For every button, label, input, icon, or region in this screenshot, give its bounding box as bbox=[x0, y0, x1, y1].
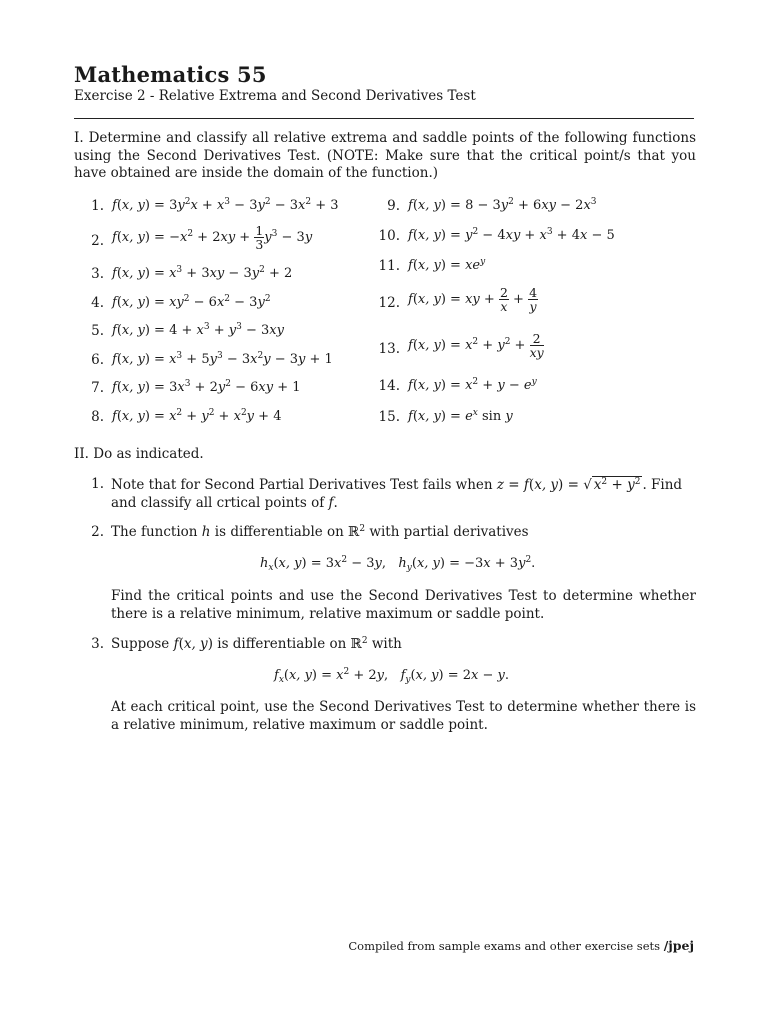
question-number: 3. bbox=[91, 636, 104, 652]
item-expression: f(x, $y) = -x^2 + 2xy$ + $\frac{1}{3}$ $y^3 - 3y$ bbox=[112, 223, 313, 252]
question-1-text: Note that for Second Partial Derivatives Test fails when z = f(x, y) = √ $x^2 + y^2$ . Find and classify all crtical points of f. bbox=[111, 477, 683, 511]
footer-text: Compiled from sample exams and other exercise sets bbox=[348, 939, 661, 953]
page-subtitle: Exercise 2 - Relative Extrema and Second Derivatives Test bbox=[74, 88, 476, 104]
footer-note bbox=[348, 938, 694, 953]
question-3-text: Suppose f(x, y) is differentiable on ℝ$^2$ with bbox=[111, 636, 402, 652]
item-expression: f(x, $y) = 4 + x^3 + y^3 - 3xy$ bbox=[112, 322, 284, 338]
question-number: 2. bbox=[91, 524, 104, 540]
document-page: Mathematics 55 Exercise 2 - Relative Extrema and Second Derivatives Test I. Determine and classify all relative extrema and saddle points of the following functions using the Second Derivatives Test. (NOTE: Make sure that the critical point/s that you have obtained are inside the domain of the function.) 1. f(x, $y) = 3y^2x + x^3 - 3y^2 - 3x^2 + 3$ 2. f(x, $y) = -x^2 + 2xy$ + $\frac{1}{3}$ $y^3 - 3y$ 3. f(x, $y) = x^3 + 3xy - 3y^2 + 2$ 4. f(x, $y) = xy^2 - 6x^2 - 3y^2$ 5. f(x, $y) = 4 + x^3 + y^3 - 3xy$ 6. f(x, $y) = x^3 + 5y^3 - 3x^2y - 3y + 1$ 7. f(x, $y) = 3x^3 + 2y^2 - 6xy + 1$ 8. f(x, $y) = x^2 + y^2 + x^2y + 4$ 9. f(x, $y) = 8 - 3y^2 + 6xy - 2x^3$ 10. f(x, $y) = y^2 - 4xy + x^3 + 4x - 5$ 11. f(x, $y) = xe^y$ 12. f(x, y) = xy + $\frac{2}{x}$ + $\frac{4}{y}$ 13. f(x, $y) = x^2 + y^2$ + $\frac{2}{xy}$ 14. f(x, $y) = x^2 + y - e^y$ 15. f(x, $y) = e^x$ sin y II. Do as indicated. 1. Note that for Second Partial Derivatives Test fails when z = f(x, y) = √ $x^2 + y^2$ . Find and classify all crtical points of f. 2. The function h is differentiable on ℝ$^2$ with partial derivatives $h_x(x$, $y) = 3x^2 - 3y$, $h_y(x$, $y) = -3x + 3y^2$. Find the critical points and use the Second Derivatives Test to determine whether there is a relative minimum, relative maximum or saddle point. 3. Suppose f(x, y) is differentiable on ℝ$^2$ with $f_x(x$, $y) = x^2 + 2y$, $f_y(x$, y) = 2x − y. At each critical point, use the Second Derivatives Test to determine whether there is a relative minimum, relative maximum or saddle point. Compiled from sample exams and other exercise sets /jpej bbox=[74, 62, 696, 953]
footer-signature: /jpej bbox=[663, 938, 694, 953]
item-expression: f(x, $y) = 3x^3 + 2y^2 - 6xy + 1$ bbox=[112, 379, 301, 395]
item-expression: f(x, $y) = x^3 + 3xy - 3y^2 + 2$ bbox=[112, 265, 293, 281]
item-expression: f(x, $y) = x^2 + y^2$ + $\frac{2}{xy}$ bbox=[408, 331, 544, 360]
item-expression: f(x, y) = xy + $\frac{2}{x}$ + $\frac{4}{y}$ bbox=[408, 285, 538, 314]
item-expression: f(x, $y) = y^2 - 4xy + x^3 + 4x - 5$ bbox=[408, 227, 615, 243]
question-2-followup: Find the critical points and use the Second Derivatives Test to determine whether there is a relative minimum, relative maximum or saddle point. bbox=[111, 588, 696, 622]
part1-instructions: I. Determine and classify all relative extrema and saddle points of the following functions using the Second Derivatives Test. (NOTE: Make sure that the critical point/s that you have obtained are inside the domain of the function.) bbox=[74, 130, 696, 181]
header-divider bbox=[74, 118, 694, 119]
item-expression: f(x, $y) = xe^y$ bbox=[408, 257, 486, 273]
item-expression: f(x, $y) = xy^2 - 6x^2 - 3y^2$ bbox=[112, 294, 271, 310]
item-expression: f(x, $y) = x^2 + y^2 + x^2y + 4$ bbox=[112, 408, 282, 424]
item-expression: f(x, $y) = 3y^2x + x^3 - 3y^2 - 3x^2 + 3$ bbox=[112, 197, 339, 213]
page-title: Mathematics 55 bbox=[74, 62, 267, 87]
item-expression: f(x, $y) = x^3 + 5y^3 - 3x^2y - 3y + 1$ bbox=[112, 351, 333, 367]
part2-heading: II. Do as indicated. bbox=[74, 446, 204, 462]
question-3-followup: At each critical point, use the Second Derivatives Test to determine whether there is a relative minimum, relative maximum or saddle point. bbox=[111, 699, 696, 733]
question-number: 1. bbox=[91, 476, 104, 492]
item-expression: f(x, $y) = e^x$ sin y bbox=[408, 408, 513, 424]
question-2-text: The function h is differentiable on ℝ$^2$ with partial derivatives bbox=[111, 524, 529, 540]
item-expression: f(x, $y) = 8 - 3y^2 + 6xy - 2x^3$ bbox=[408, 197, 597, 213]
question-3-equation: $f_x(x$, $y) = x^2 + 2y$, $f_y(x$, y) = 2x − y. bbox=[274, 667, 510, 685]
item-expression: f(x, $y) = x^2 + y - e^y$ bbox=[408, 377, 537, 393]
question-2-equation: $h_x(x$, $y) = 3x^2 - 3y$, $h_y(x$, $y) = -3x + 3y^2$. bbox=[260, 555, 536, 573]
